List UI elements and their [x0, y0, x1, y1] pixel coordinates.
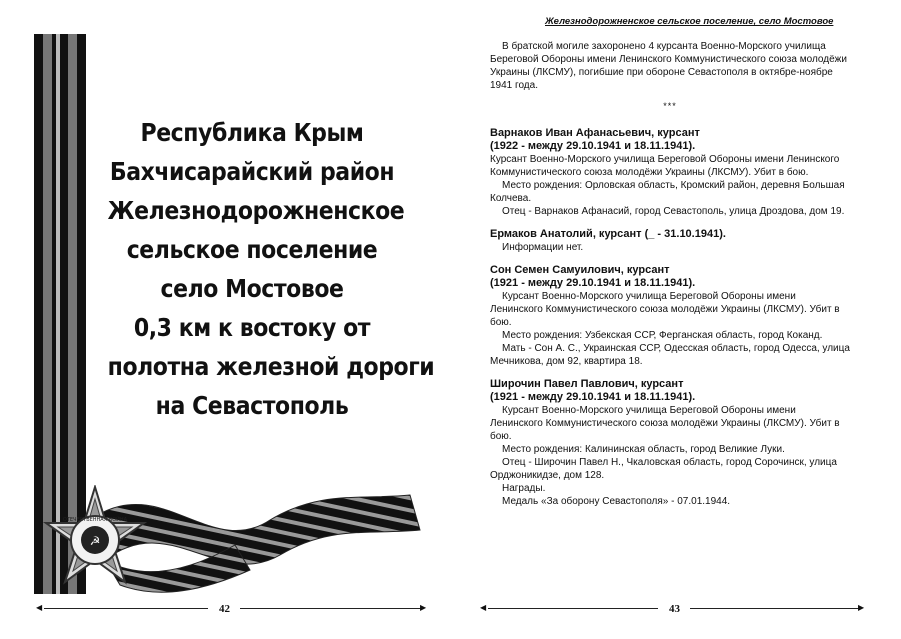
title-line: полотна железной дороги [107, 352, 435, 381]
title-line: село Мостовое [160, 274, 344, 303]
title-line: сельское поселение [126, 235, 378, 264]
entry-line: Курсант Военно-Морского училища Береговой Обороны имени Ленинского Коммунистического союза молодёжи Украины (ЛКСМУ). Убит в бою. [490, 291, 840, 328]
footer-arrow-right-icon: ▶ [420, 603, 427, 612]
right-page [450, 0, 901, 639]
page-body [490, 40, 850, 518]
entry-line: Информации нет. [502, 242, 584, 253]
entry-line: Место рождения: Орловская область, Кромский район, деревня Большая Колчева. [490, 180, 845, 204]
entry-dates: (1922 - между 29.10.1941 и 18.11.1941). [490, 140, 696, 152]
entry-name: Сон Семен Самуилович, курсант [490, 264, 670, 276]
patriotic-war-order-icon [40, 485, 150, 595]
svg-text:☭: ☭ [89, 534, 101, 548]
entry-line: Место рождения: Узбекская ССР, Ферганская область, город Коканд. [502, 330, 823, 341]
cadet-entry-ermakov [490, 228, 850, 254]
cadet-entry-varnakov [490, 127, 850, 218]
entry-dates: (1921 - между 29.10.1941 и 18.11.1941). [490, 277, 696, 289]
entry-line: Отец - Широчин Павел Н., Чкаловская область, город Сорочинск, улица Орджоникидзе, дом 128. [490, 457, 837, 481]
entry-line: Место рождения: Калининская область, город Великие Луки. [502, 444, 785, 455]
entry-line: Награды. [502, 483, 546, 494]
entry-line: Курсант Военно-Морского училища Береговой Обороны имени Ленинского Коммунистического союза молодёжи Украины (ЛКСМУ). Убит в бою. [490, 154, 840, 178]
title-line: Железнодорожненское [107, 196, 405, 225]
entry-dates: (1921 - между 29.10.1941 и 18.11.1941). [490, 391, 696, 403]
title-line: на Севастополь [155, 391, 349, 420]
cadet-entry-son [490, 264, 850, 368]
footer-divider [44, 608, 208, 609]
footer-divider [690, 608, 860, 609]
svg-text:ОТЕЧЕСТВЕННАЯ ВОЙНА: ОТЕЧЕСТВЕННАЯ ВОЙНА [62, 517, 128, 523]
entry-line: Мать - Сон А. С., Украинская ССР, Одесская область, город Одесса, улица Мечникова, дом 92, квартира 18. [490, 343, 850, 367]
footer-arrow-left-icon: ◀ [480, 603, 487, 612]
entry-line: Курсант Военно-Морского училища Береговой Обороны имени Ленинского Коммунистического союза молодёжи Украины (ЛКСМУ). Убит в бою. [490, 405, 840, 442]
left-page [0, 0, 450, 639]
page-number-right: 43 [669, 603, 680, 615]
page-number-left: 42 [219, 603, 230, 615]
footer-arrow-left-icon: ◀ [36, 603, 43, 612]
footer-arrow-right-icon: ▶ [858, 603, 865, 612]
footer-divider [488, 608, 658, 609]
memorial-location-title [88, 113, 435, 425]
entry-line: Медаль «За оборону Севастополя» - 07.01.1944. [502, 496, 731, 507]
cadet-entry-shirochin [490, 378, 850, 508]
title-line: 0,3 км к востоку от [133, 313, 371, 342]
footer-divider [240, 608, 422, 609]
title-line: Бахчисарайский район [109, 157, 395, 186]
entry-name: Широчин Павел Павлович, курсант [490, 378, 684, 390]
entry-name: Ермаков Анатолий, курсант (_ - 31.10.1941). [490, 228, 726, 240]
title-line: Республика Крым [140, 118, 364, 147]
running-header: Железнодорожненское сельское поселение, село Мостовое [545, 16, 834, 27]
intro-paragraph: В братской могиле захоронено 4 курсанта Военно-Морского училища Береговой Обороны имени Ленинского Коммунистического союза молодёжи Украины (ЛКСМУ), погибшие при обороне Севастополя в октябре-ноябре 1941 года. [490, 41, 847, 91]
entry-line: Отец - Варнаков Афанасий, город Севастополь, улица Дроздова, дом 19. [502, 206, 845, 217]
entry-name: Варнаков Иван Афанасьевич, курсант [490, 127, 700, 139]
section-separator: *** [663, 101, 677, 111]
